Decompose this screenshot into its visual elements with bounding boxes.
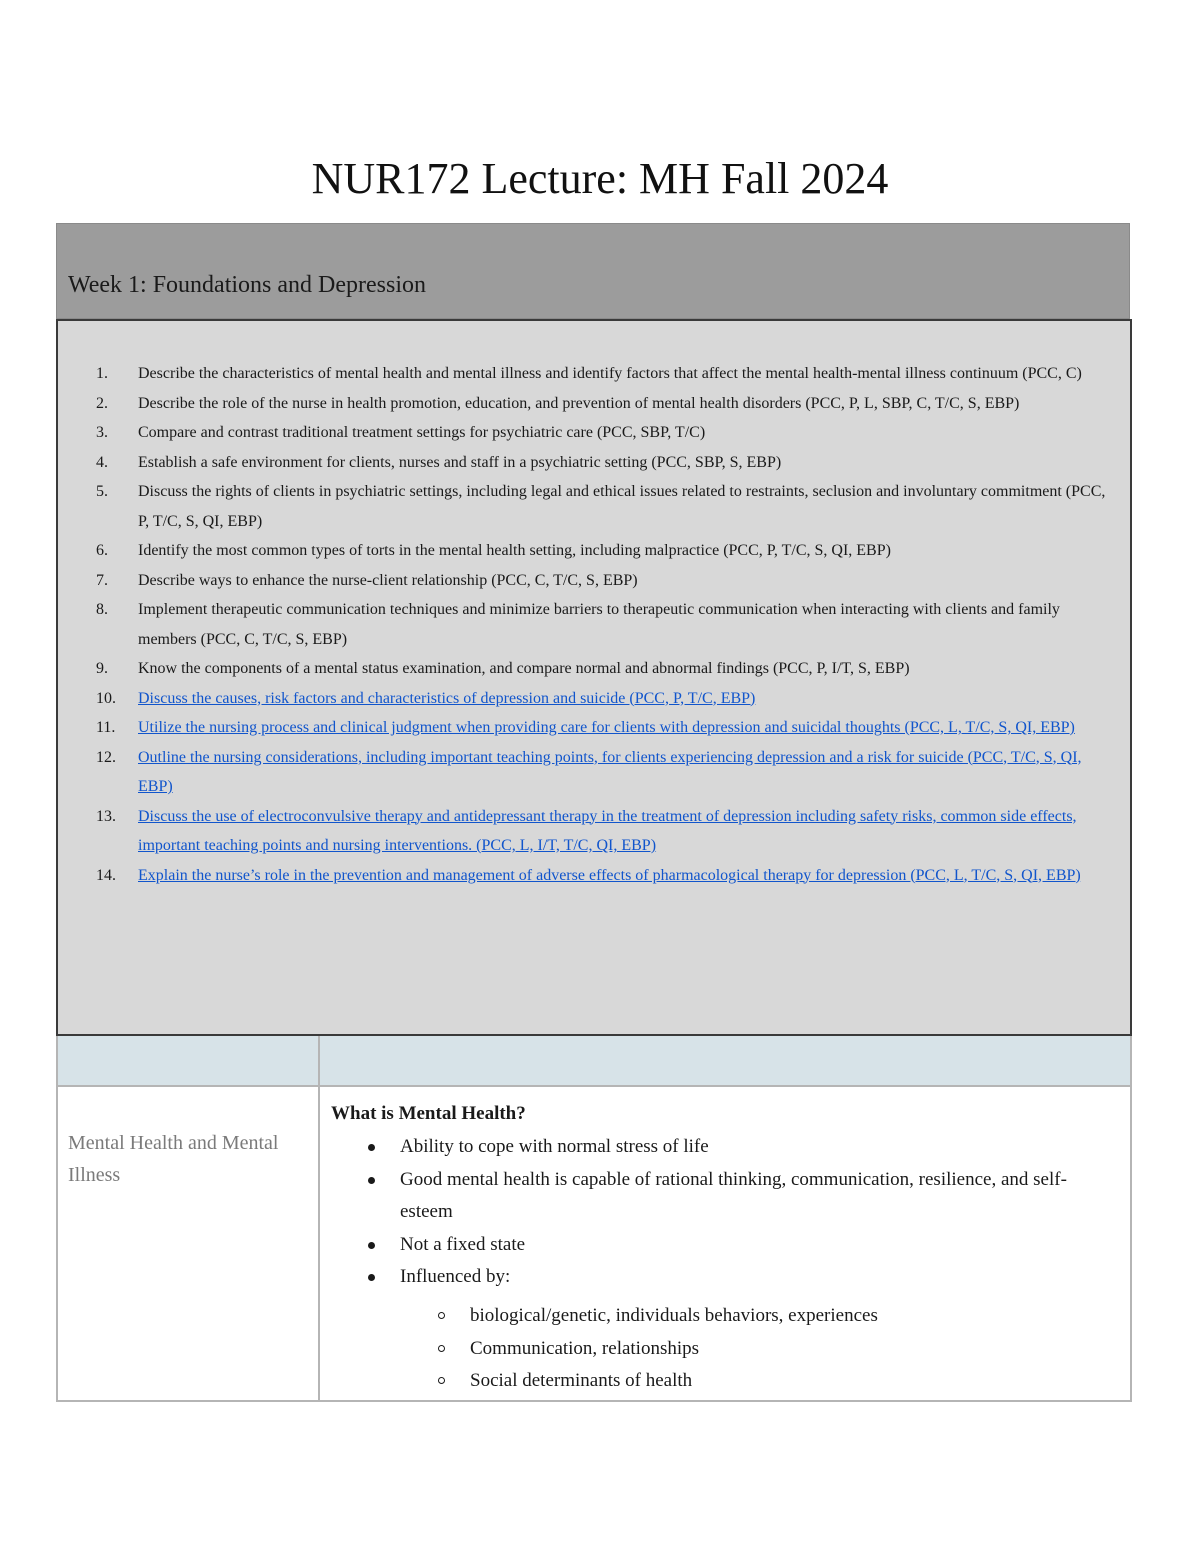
objective-number: 6.: [96, 542, 108, 559]
bullet-item: Good mental health is capable of rational thinking, communication, resilience, and self-esteem: [320, 1164, 1120, 1229]
section-heading: What is Mental Health?: [331, 1103, 526, 1124]
objective-number: 2.: [96, 394, 108, 412]
bullet-circle-icon: [438, 1377, 445, 1384]
objectives-box: [56, 319, 1132, 1036]
objective-item: [58, 566, 1130, 596]
objective-number: 1.: [96, 365, 108, 382]
objective-text: Compare and contrast traditional treatment settings for psychiatric care (PCC, SBP, T/C): [138, 424, 706, 441]
bullet-circle-icon: [438, 1345, 445, 1352]
topic-label: Mental Health and Mental Illness: [68, 1132, 279, 1186]
bullet-dot-icon: [368, 1144, 375, 1151]
week-header: [56, 223, 1130, 319]
objective-link[interactable]: Utilize the nursing process and clinical judgment when providing care for clients with depression and suicidal thoughts (PCC, L, T/C, S, QI, EBP): [138, 719, 1075, 736]
table-header-right: [320, 1036, 1132, 1087]
notes-table: [56, 1036, 1132, 1402]
objective-item: [58, 359, 1130, 389]
objective-number: 13.: [96, 807, 116, 825]
bullet-circle-icon: [438, 1312, 445, 1319]
objective-item: [58, 389, 1130, 419]
sub-bullet-item: Communication, relationships: [320, 1333, 1120, 1366]
sub-bullet-item: biological/genetic, individuals behaviors, experiences: [320, 1300, 1120, 1333]
bullet-dot-icon: [368, 1274, 375, 1281]
objective-number: 11.: [96, 719, 116, 736]
bullet-dot-icon: [368, 1177, 375, 1184]
bullet-item: Not a fixed state: [320, 1229, 1120, 1262]
objective-link-item[interactable]: [58, 743, 1130, 802]
table-cell-topic: [56, 1087, 320, 1402]
table-cell-notes: [320, 1087, 1132, 1402]
objective-link-item[interactable]: [58, 713, 1130, 743]
objectives-list: [58, 359, 1130, 890]
objective-text: Implement therapeutic communication techniques and minimize barriers to therapeutic communication when interacting with clients and family members (PCC, C, T/C, S, EBP): [138, 601, 1060, 648]
objective-link-item[interactable]: [58, 684, 1130, 714]
objective-number: 10.: [96, 689, 116, 707]
objective-link[interactable]: Explain the nurse’s role in the prevention and management of adverse effects of pharmacological therapy for depression (PCC, L, T/C, S, QI, EBP): [138, 866, 1081, 884]
sub-bullet-list: [320, 1300, 1120, 1398]
table-header-left: [56, 1036, 320, 1087]
bullet-item: Influenced by:: [320, 1261, 1120, 1294]
objective-number: 12.: [96, 748, 116, 766]
objective-link[interactable]: Discuss the causes, risk factors and characteristics of depression and suicide (PCC, P, T/C, EBP): [138, 689, 756, 707]
objective-link[interactable]: Outline the nursing considerations, including important teaching points, for clients experiencing depression and a risk for suicide (PCC, T/C, S, QI, EBP): [138, 748, 1082, 795]
objective-link-item[interactable]: [58, 802, 1130, 861]
objective-item: [58, 477, 1130, 536]
bullet-list: [320, 1131, 1120, 1294]
objective-item: [58, 654, 1130, 684]
objective-link-item[interactable]: [58, 861, 1130, 891]
objective-text: Describe the role of the nurse in health promotion, education, and prevention of mental health disorders (PCC, P, L, SBP, C, T/C, S, EBP): [138, 394, 1020, 412]
bullet-dot-icon: [368, 1242, 375, 1249]
objective-number: 7.: [96, 571, 108, 589]
objective-number: 3.: [96, 424, 108, 441]
objective-link[interactable]: Discuss the use of electroconvulsive therapy and antidepressant therapy in the treatment of depression including safety risks, common side effects, important teaching points and nursing interventions. (PCC, L, I/T, T/C, QI, EBP): [138, 807, 1077, 854]
sub-bullet-item: Social determinants of health: [320, 1365, 1120, 1398]
objective-number: 8.: [96, 601, 108, 618]
objective-text: Establish a safe environment for clients, nurses and staff in a psychiatric setting (PCC, SBP, S, EBP): [138, 453, 782, 471]
objective-text: Discuss the rights of clients in psychiatric settings, including legal and ethical issues related to restraints, seclusion and involuntary commitment (PCC, P, T/C, S, QI, EBP): [138, 483, 1106, 530]
objective-text: Know the components of a mental status examination, and compare normal and abnormal findings (PCC, P, I/T, S, EBP): [138, 660, 910, 677]
objective-number: 5.: [96, 483, 108, 500]
objective-item: [58, 595, 1130, 654]
objective-item: [58, 448, 1130, 478]
objective-number: 14.: [96, 866, 116, 884]
objective-number: 4.: [96, 453, 108, 471]
bullet-item: Ability to cope with normal stress of life: [320, 1131, 1120, 1164]
objective-item: [58, 536, 1130, 566]
objective-number: 9.: [96, 660, 108, 677]
objective-text: Identify the most common types of torts in the mental health setting, including malpractice (PCC, P, T/C, S, QI, EBP): [138, 542, 891, 559]
objective-text: Describe ways to enhance the nurse-client relationship (PCC, C, T/C, S, EBP): [138, 571, 638, 589]
objective-item: [58, 418, 1130, 448]
week-heading: Week 1: Foundations and Depression: [68, 272, 427, 298]
objective-text: Describe the characteristics of mental health and mental illness and identify factors that affect the mental health-mental illness continuum (PCC, C): [138, 365, 1082, 382]
document-title: NUR172 Lecture: MH Fall 2024: [311, 154, 889, 203]
